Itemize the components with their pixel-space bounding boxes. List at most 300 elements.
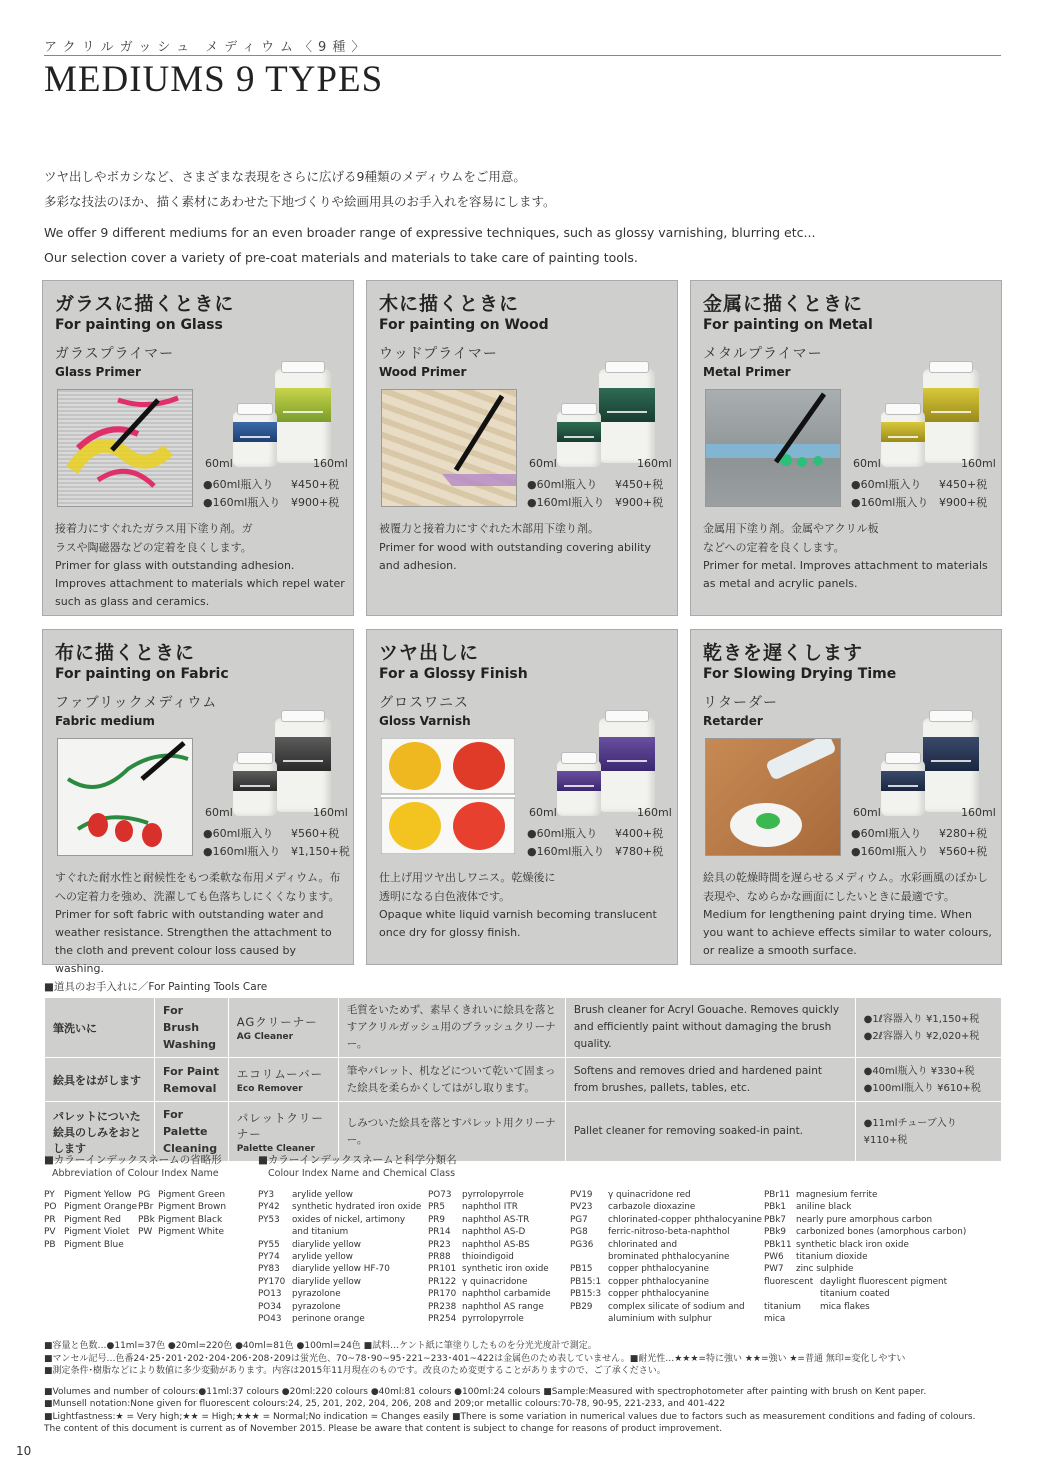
value: zinc sulphide: [796, 1264, 854, 1275]
list-item: [764, 1201, 966, 1213]
price-row-60: [527, 825, 672, 841]
value: diarylide yellow: [292, 1239, 362, 1250]
price-value: ¥560+税: [939, 845, 988, 858]
price-1: ●40ml瓶入り ¥330+税: [863, 1065, 975, 1077]
price-label: ●160ml瓶入り: [851, 845, 929, 858]
list-item: [764, 1239, 966, 1251]
price-row-160: [203, 843, 348, 859]
description-en: Primer for glass with outstanding adhesion. Improves attachment to materials which repel water such as glass and ceramics.: [55, 559, 345, 608]
care-heading: ■道具のお手入れに／For Painting Tools Care: [44, 981, 268, 993]
value: synthetic iron oxide: [462, 1264, 549, 1275]
metal-painting-photo: [705, 389, 841, 507]
product-card-retarder: [690, 629, 1002, 965]
price-1: ●11mlチューブ入り: [863, 1117, 957, 1129]
price-2: ¥110+税: [863, 1134, 908, 1146]
value: nearly pure amorphous carbon: [796, 1214, 933, 1225]
price-row-160: [527, 843, 672, 859]
code: [764, 1288, 820, 1300]
code: [570, 1313, 608, 1325]
card-title-en: For a Glossy Finish: [379, 666, 528, 682]
value: diarylide yellow: [292, 1276, 362, 1287]
price-row-160: [851, 843, 996, 859]
list-item: [570, 1313, 762, 1325]
volume-small: 60ml: [529, 457, 557, 470]
volume-large: 160ml: [637, 457, 672, 470]
card-title-jp: 金属に描くときに: [703, 293, 864, 315]
list-item: [44, 1226, 137, 1238]
code: PR5: [428, 1202, 446, 1213]
table-row: [45, 998, 1002, 1058]
list-item: [570, 1201, 762, 1213]
price-row-60: [203, 476, 348, 492]
value: diarylide yellow HF-70: [292, 1264, 390, 1275]
value: pyrrolopyrrole: [462, 1190, 524, 1200]
value: naphthol AS range: [462, 1301, 544, 1312]
product-name-jp: AGクリーナー: [236, 1014, 318, 1029]
code: PY74: [258, 1252, 280, 1263]
code: PV19: [570, 1190, 593, 1200]
code: PO43: [258, 1314, 282, 1325]
note-jp-3: ■測定条件･樹脂などにより数値に多少変動があります。内容は2015年11月現在のものです。改良のため変更することがありますので、ご了承ください。: [44, 1366, 666, 1376]
product-bottles: [233, 359, 345, 469]
list-item: [428, 1276, 551, 1288]
list-item: [570, 1263, 762, 1275]
intro-en-1: We offer 9 different mediums for an even broader range of expressive techniques, such as glossy varnishing, blurring etc...: [44, 225, 816, 240]
list-item: [428, 1263, 551, 1275]
code: PY53: [258, 1214, 280, 1225]
value: Pigment Yellow: [64, 1190, 132, 1200]
product-name-jp: ファブリックメディウム: [55, 695, 218, 711]
product-name: [228, 1058, 338, 1102]
intro-en-2: Our selection cover a variety of pre-coat materials and materials to take care of painting tools.: [44, 250, 638, 265]
list-item: [570, 1226, 762, 1238]
code: PR9: [428, 1214, 446, 1225]
list-item: [138, 1214, 226, 1226]
value: synthetic black iron oxide: [796, 1239, 909, 1250]
page-title: MEDIUMS 9 TYPES: [44, 59, 384, 100]
description-en: Primer for wood with outstanding covering ability and adhesion.: [379, 541, 651, 572]
value: brominated phthalocyanine: [608, 1252, 730, 1263]
colour-index-subheading: Colour Index Name and Chemical Class: [268, 1168, 456, 1179]
value: aluminium with sulphur: [608, 1314, 712, 1325]
price-row-160: [527, 494, 672, 510]
value: naphthol AS-D: [462, 1227, 526, 1238]
note-jp-2: ■マンセル記号…色番24･25･201･202･204･206･208･209は蛍光色、70~78･90~95･221~233･401~422は金属色のため表していません。■耐光性…★★★=特に強い ★★=強い ★=普通 無印=変化しやすい: [44, 1353, 906, 1364]
value: copper phthalocyanine: [608, 1289, 710, 1300]
code: PG: [138, 1190, 151, 1200]
list-item: [428, 1313, 551, 1325]
list-item: [570, 1214, 762, 1226]
code: PY: [44, 1190, 55, 1200]
value: chlorinated and: [608, 1239, 678, 1250]
price-row-60: [527, 476, 672, 492]
product-name-en: AG Cleaner: [236, 1031, 294, 1042]
price-1: ●1ℓ容器入り ¥1,150+税: [863, 1013, 980, 1025]
list-item: [428, 1239, 551, 1251]
description-en: Softens and removes dried and hardened paint from brushes, pallets, tables, etc.: [565, 1058, 855, 1102]
volume-large: 160ml: [961, 457, 996, 470]
list-item: [428, 1251, 551, 1263]
value: naphthol carbamide: [462, 1289, 551, 1300]
price-value: ¥900+税: [939, 496, 988, 509]
value: complex silicate of sodium and: [608, 1301, 745, 1312]
card-title-en: For painting on Fabric: [55, 666, 229, 682]
list-item: [44, 1214, 137, 1226]
colour-index-heading: ■カラーインデックスネームと科学分類名: [258, 1154, 457, 1166]
product-bottles: [881, 708, 993, 818]
use-jp: 筆洗いに: [45, 998, 155, 1058]
abbreviation-heading: ■カラーインデックスネームの省略形: [44, 1154, 222, 1166]
price-value: ¥560+税: [291, 827, 340, 840]
price-value: ¥900+税: [615, 496, 664, 509]
product-bottles: [557, 708, 669, 818]
code: PO13: [258, 1289, 282, 1300]
value: oxides of nickel, artimony: [292, 1214, 406, 1225]
list-item: [428, 1214, 551, 1226]
code: PR170: [428, 1289, 457, 1300]
value: titanium dioxide: [796, 1252, 868, 1263]
list-item: [570, 1276, 762, 1288]
product-name-jp: エコリムーバー: [236, 1066, 324, 1081]
volume-small: 60ml: [205, 457, 233, 470]
price-label: ●60ml瓶入り: [851, 827, 922, 840]
price-value: ¥280+税: [939, 827, 988, 840]
code: PR238: [428, 1301, 457, 1312]
list-item: [258, 1251, 421, 1263]
list-item: [764, 1251, 966, 1263]
code: PR254: [428, 1314, 457, 1325]
value: daylight fluorescent pigment: [820, 1276, 948, 1287]
card-title-jp: ツヤ出しに: [379, 642, 480, 664]
value: naphthol AS-BS: [462, 1239, 530, 1250]
retarder-photo: [705, 738, 841, 856]
product-bottles: [881, 359, 993, 469]
use-jp: 絵具をはがします: [45, 1058, 155, 1102]
code: PBk1: [764, 1202, 787, 1213]
value: naphthol AS-TR: [462, 1214, 530, 1225]
price-2: ●100ml瓶入り ¥610+税: [863, 1082, 981, 1094]
code: PR101: [428, 1264, 457, 1275]
list-item: [258, 1313, 421, 1325]
use-en: For Paint Removal: [155, 1058, 229, 1102]
product-bottles: [557, 359, 669, 469]
code: PY3: [258, 1190, 275, 1200]
code: PO34: [258, 1301, 282, 1312]
value: Pigment Black: [158, 1214, 223, 1225]
description-jp: 金属用下塗り剤。金属やアクリル板などへの定着を良くします。: [703, 522, 879, 554]
price-value: ¥900+税: [291, 496, 340, 509]
note-en-3: ■Lightfastness:★ = Very high;★★ = High;★★★ = Normal;No indication = Changes easily ■There is some variation in numerical values due to factors such as measurement conditions and fading of colours.: [44, 1411, 976, 1422]
card-title-jp: ガラスに描くときに: [55, 293, 235, 315]
card-title-jp: 乾きを遅くします: [703, 642, 864, 664]
code: PY170: [258, 1276, 286, 1287]
code: [570, 1251, 608, 1263]
code: PR88: [428, 1252, 451, 1263]
value: and titanium: [292, 1227, 349, 1238]
code: PO73: [428, 1190, 452, 1200]
card-title-en: For painting on Wood: [379, 317, 549, 333]
description-en: Opaque white liquid varnish becoming translucent once dry for glossy finish.: [379, 908, 657, 939]
value: pyrazolone: [292, 1301, 341, 1312]
price-label: ●160ml瓶入り: [527, 496, 605, 509]
volume-small: 60ml: [853, 457, 881, 470]
code: PY42: [258, 1202, 280, 1213]
price-row-60: [203, 825, 348, 841]
description-jp: 仕上げ用ツヤ出しワニス。乾燥後に透明になる白色液体です。: [379, 871, 556, 903]
value: carbonized bones (amorphous carbon): [796, 1227, 967, 1238]
list-item: [258, 1226, 421, 1238]
code: titanium mica: [764, 1301, 801, 1325]
page-number: 10: [16, 1444, 32, 1458]
description-jp: 毛質をいためず、素早くきれいに絵具を落とすアクリルガッシュ用のブラッシュクリーナー。: [338, 998, 565, 1058]
product-name-jp: グロスワニス: [379, 695, 469, 711]
product-name-en: Retarder: [703, 714, 763, 728]
product-name-en: Fabric medium: [55, 714, 155, 728]
card-title-jp: 布に描くときに: [55, 642, 196, 664]
note-en-1: ■Volumes and number of colours:●11ml:37 colours ●20ml:220 colours ●40ml:81 colours ●100ml:24 colours ■Sample:Measured with spectrophotometer after painting with brush on Kent paper.: [44, 1386, 927, 1397]
card-title-en: For painting on Metal: [703, 317, 873, 333]
product-card-wood: [366, 280, 678, 616]
description-jp: 筆やパレット、机などについて乾いて固まった絵具を柔らかくしてはがし取ります。: [338, 1058, 565, 1102]
list-item: [258, 1189, 421, 1201]
header-rule: [44, 55, 1001, 56]
list-item: [428, 1189, 551, 1201]
price: [855, 1102, 1001, 1162]
list-item: [428, 1226, 551, 1238]
description-jp: すぐれた耐水性と耐候性をもつ柔軟な布用メディウム。布への定着力を強め、洗濯しても色落ちしにくくなります。: [55, 871, 341, 903]
list-item: [570, 1239, 762, 1251]
list-item: [44, 1239, 137, 1251]
description-en: Medium for lengthening paint drying time. When you want to achieve effects similar to water colours, or realize a smooth surface.: [703, 908, 992, 957]
note-en-2: ■Munsell notation:None given for fluorescent colours:24, 25, 201, 202, 204, 206, 208 and 209;or metallic colours:70-78, 90-95, 221-233, and 401-422: [44, 1399, 726, 1409]
code: PG36: [570, 1239, 594, 1250]
volume-large: 160ml: [961, 806, 996, 819]
colour-index-col-1: [258, 1189, 421, 1325]
card-title-en: For Slowing Drying Time: [703, 666, 897, 682]
code: PW6: [764, 1252, 784, 1263]
list-item: [258, 1301, 421, 1313]
description-jp: 接着力にすぐれたガラス用下塗り剤。ガラスや陶磁器などの定着を良くします。: [55, 522, 253, 554]
list-item: [138, 1189, 226, 1201]
product-card-glass: [42, 280, 354, 616]
code: PBk11: [764, 1239, 792, 1250]
description-jp: しみついた絵具を落とすパレット用クリーナー。: [338, 1102, 565, 1162]
list-item: [764, 1226, 966, 1238]
price-row-60: [851, 825, 996, 841]
glass-painting-photo: [57, 389, 193, 507]
care-table: [44, 997, 1002, 1162]
intro: [44, 168, 994, 274]
value: γ quinacridone: [462, 1276, 528, 1287]
product-bottles: [233, 708, 345, 818]
list-item: [138, 1226, 226, 1238]
fabric-painting-photo: [57, 738, 193, 856]
price: [855, 998, 1001, 1058]
price-value: ¥400+税: [615, 827, 664, 840]
value: Pigment Brown: [158, 1202, 227, 1213]
product-name-en: Gloss Varnish: [379, 714, 471, 728]
description-en: Primer for metal. Improves attachment to materials as metal and acrylic panels.: [703, 559, 988, 590]
use-jp: パレットについた絵具のしみをおとします: [45, 1102, 155, 1162]
list-item: [570, 1288, 762, 1300]
list-item: [258, 1263, 421, 1275]
list-item: [44, 1189, 137, 1201]
product-name-en: Metal Primer: [703, 365, 791, 379]
list-item: [258, 1276, 421, 1288]
list-item: [258, 1214, 421, 1226]
list-item: [570, 1301, 762, 1313]
code: PR122: [428, 1276, 457, 1287]
abbreviation-col-2: [138, 1189, 226, 1239]
code: PO: [44, 1202, 57, 1213]
description-jp: 絵具の乾燥時間を遅らせるメディウム。水彩画風のぼかし表現や、なめらかな画面にしたいときに最適です。: [703, 871, 989, 903]
list-item: [138, 1201, 226, 1213]
code: PY55: [258, 1239, 280, 1250]
price-label: ●160ml瓶入り: [527, 845, 605, 858]
use-en: For Palette Cleaning: [155, 1102, 229, 1162]
colour-index-col-2: [428, 1189, 551, 1325]
product-name-jp: リターダー: [703, 695, 778, 711]
value: Pigment Red: [64, 1214, 121, 1225]
code: PR14: [428, 1227, 451, 1238]
card-title-en: For painting on Glass: [55, 317, 223, 333]
value: Pigment Violet: [64, 1227, 130, 1238]
code: PB: [44, 1239, 56, 1250]
note-en-4: The content of this document is current as of November 2015. Please be aware that content is subject to change for reasons of product improvement.: [44, 1424, 723, 1434]
code: PR23: [428, 1239, 451, 1250]
description-en: Primer for soft fabric with outstanding water and weather resistance. Strengthen the attachment to the cloth and prevent colour loss caused by washing.: [55, 908, 332, 975]
product-name-jp: パレットクリーナー: [236, 1110, 324, 1141]
code: PB29: [570, 1301, 593, 1312]
product-name: [228, 998, 338, 1058]
colour-index-col-3: [570, 1189, 762, 1325]
list-item: [570, 1251, 762, 1263]
value: carbazole dioxazine: [608, 1202, 696, 1213]
value: arylide yellow: [292, 1252, 353, 1263]
product-name-jp: ウッドプライマー: [379, 346, 498, 362]
volume-large: 160ml: [313, 806, 348, 819]
price-label: ●60ml瓶入り: [203, 827, 274, 840]
product-name-en: Eco Remover: [236, 1083, 303, 1094]
value: Pigment Orange: [64, 1202, 138, 1213]
price-row-160: [851, 494, 996, 510]
list-item: [428, 1288, 551, 1300]
list-item: [44, 1201, 137, 1213]
value: perinone orange: [292, 1314, 365, 1325]
code: PY83: [258, 1264, 280, 1275]
value: chlorinated-copper phthalocyanine: [608, 1214, 762, 1225]
price-value: ¥450+税: [939, 478, 988, 491]
product-name-en: Wood Primer: [379, 365, 467, 379]
header-jp: アクリルガッシュ メディウム〈9種〉: [44, 40, 371, 55]
price-row-160: [203, 494, 348, 510]
value: pyrrolopyrrole: [462, 1314, 524, 1325]
price-value: ¥1,150+税: [291, 845, 350, 858]
use-en: For Brush Washing: [155, 998, 229, 1058]
product-card-fabric: [42, 629, 354, 975]
price: [855, 1058, 1001, 1102]
volume-large: 160ml: [637, 806, 672, 819]
price-value: ¥780+税: [615, 845, 664, 858]
code: [258, 1226, 292, 1238]
value: titanium coated: [820, 1289, 890, 1300]
price-row-60: [851, 476, 996, 492]
code: PB15:1: [570, 1276, 602, 1287]
intro-jp-2: 多彩な技法のほか、描く素材にあわせた下地づくりや絵画用具のお手入れを容易にします。: [44, 194, 556, 209]
price-label: ●60ml瓶入り: [527, 827, 598, 840]
product-name-jp: ガラスプライマー: [55, 346, 175, 362]
volume-small: 60ml: [529, 806, 557, 819]
list-item: [764, 1276, 966, 1288]
value: naphthol ITR: [462, 1202, 518, 1213]
code: PG8: [570, 1227, 588, 1238]
code: PG7: [570, 1214, 588, 1225]
intro-jp-1: ツヤ出しやボカシなど、さまざまな表現をさらに広げる9種類のメディウムをご用意。: [44, 169, 526, 184]
value: copper phthalocyanine: [608, 1276, 710, 1287]
value: aniline black: [796, 1202, 852, 1213]
value: magnesium ferrite: [796, 1190, 878, 1200]
code: PW7: [764, 1264, 784, 1275]
description-jp: 被覆力と接着力にすぐれた木部用下塗り剤。: [379, 522, 599, 535]
price-label: ●160ml瓶入り: [851, 496, 929, 509]
price-label: ●60ml瓶入り: [851, 478, 922, 491]
value: Pigment White: [158, 1227, 225, 1238]
list-item: [258, 1288, 421, 1300]
code: fluorescent: [764, 1276, 814, 1287]
colour-index-col-4: [764, 1189, 966, 1325]
code: PBk7: [764, 1214, 787, 1225]
list-item: [764, 1189, 966, 1201]
price-value: ¥450+税: [291, 478, 340, 491]
list-item: [764, 1263, 966, 1275]
code: PW: [138, 1227, 153, 1238]
gloss-paint-photo: [381, 738, 515, 854]
footnotes: [44, 1340, 1004, 1436]
price-value: ¥450+税: [615, 478, 664, 491]
code: PB15:3: [570, 1289, 602, 1300]
card-title-jp: 木に描くときに: [379, 293, 520, 315]
value: synthetic hydrated iron oxide: [292, 1202, 422, 1213]
value: mica flakes: [820, 1301, 870, 1312]
product-name-en: Palette Cleaner: [236, 1143, 315, 1154]
description-en: Pallet cleaner for removing soaked-in paint.: [565, 1102, 855, 1162]
description-en: Brush cleaner for Acryl Gouache. Removes quickly and efficiently paint without damaging the brush quality.: [565, 998, 855, 1058]
code: PR: [44, 1214, 56, 1225]
value: arylide yellow: [292, 1190, 353, 1200]
product-name-en: Glass Primer: [55, 365, 141, 379]
code: PBk9: [764, 1227, 787, 1238]
volume-large: 160ml: [313, 457, 348, 470]
list-item: [570, 1189, 762, 1201]
product-card-metal: [690, 280, 1002, 616]
value: Pigment Green: [158, 1190, 226, 1200]
list-item: [764, 1301, 966, 1326]
note-jp-1: ■容量と色数…●11ml=37色 ●20ml=220色 ●40ml=81色 ●100ml=24色 ■試料…ケント紙に筆塗りしたものを分光光度計で測定。: [44, 1341, 597, 1351]
list-item: [258, 1239, 421, 1251]
volume-small: 60ml: [853, 806, 881, 819]
value: Pigment Blue: [64, 1239, 124, 1250]
code: PBr: [138, 1202, 154, 1213]
abbreviation-subheading: Abbreviation of Colour Index Name: [52, 1168, 219, 1179]
list-item: [258, 1201, 421, 1213]
code: PBr11: [764, 1190, 791, 1200]
value: pyrazolone: [292, 1289, 341, 1300]
volume-small: 60ml: [205, 806, 233, 819]
list-item: [428, 1301, 551, 1313]
price-2: ●2ℓ容器入り ¥2,020+税: [863, 1030, 980, 1042]
value: thioindigoid: [462, 1252, 514, 1263]
list-item: [764, 1288, 966, 1300]
